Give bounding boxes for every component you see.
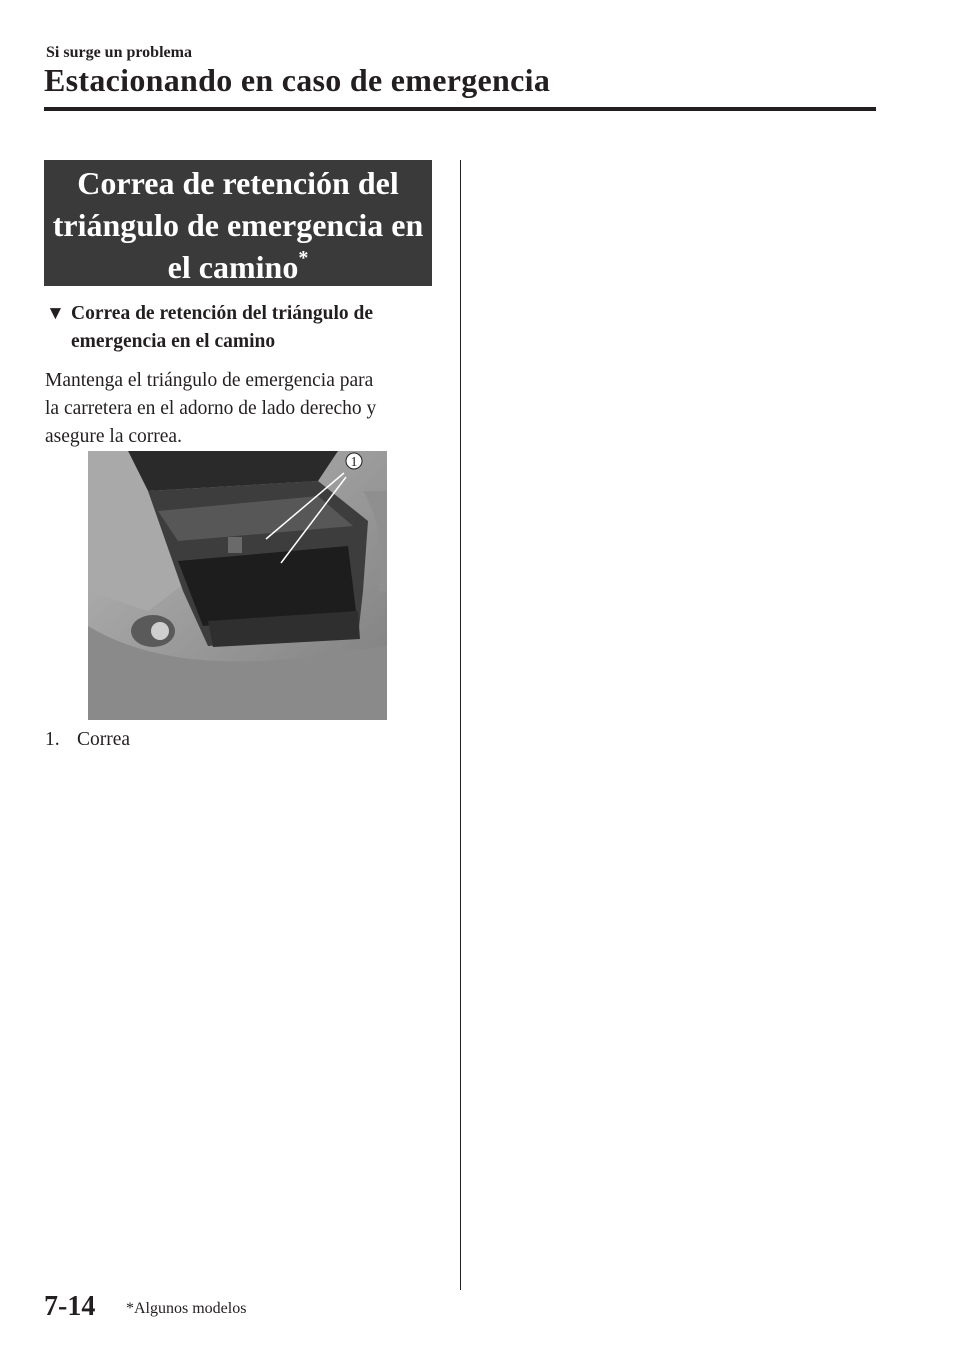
subheading-line-2: emergencia en el camino (71, 331, 276, 352)
page-title: Estacionando en caso de emergencia (44, 62, 551, 98)
strap-anchor (228, 537, 242, 553)
body-line-3: asegure la correa. (45, 426, 182, 447)
subheading-line-1: Correa de retención del triángulo de (71, 303, 374, 324)
banner-line-1: Correa de retención del (77, 165, 399, 201)
chapter-label: Si surge un problema (46, 44, 192, 61)
trunk-figure (88, 451, 387, 720)
body-text (45, 367, 440, 451)
section-banner (44, 160, 432, 286)
subheading (46, 300, 436, 356)
triangle-marker-icon: ▼ (46, 303, 65, 324)
banner-line-3 (44, 246, 432, 288)
figure-caption (45, 729, 130, 751)
caption-label: Correa (77, 729, 131, 750)
page-number: 7-14 (44, 1291, 96, 1322)
callout-number: 1 (350, 455, 358, 470)
body-line-1: Mantenga el triángulo de emergencia para (45, 370, 374, 391)
header-rule (44, 107, 876, 111)
banner-line-3-text: el camino (167, 249, 299, 285)
footnote: *Algunos modelos (126, 1300, 247, 1317)
banner-asterisk: * (298, 247, 309, 270)
banner-line-2: triángulo de emergencia en (52, 207, 424, 243)
column-divider (460, 160, 461, 1290)
body-line-2: la carretera en el adorno de lado derecho y (45, 398, 377, 419)
caption-number: 1. (45, 729, 60, 750)
trunk-illustration (88, 451, 387, 720)
tail-lamp-lens (151, 622, 169, 640)
